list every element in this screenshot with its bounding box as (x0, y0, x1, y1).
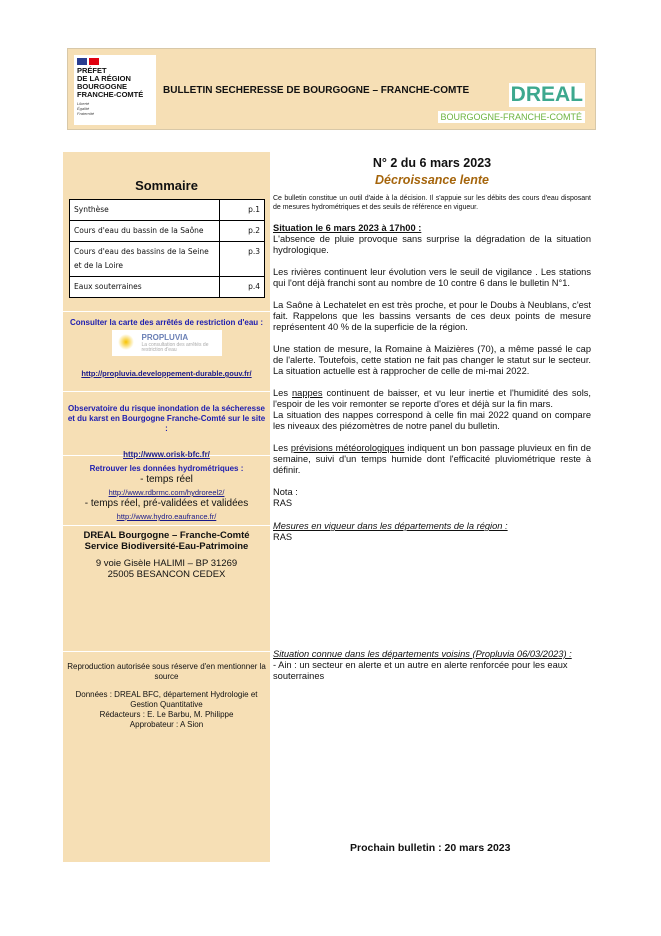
toc-row[interactable] (70, 242, 265, 277)
restriction-text: Consulter la carte des arrêtés de restriction d'eau : (69, 318, 264, 327)
prefet-logo (74, 55, 156, 125)
toc-label: Synthèse (70, 200, 220, 221)
sidebar (63, 152, 270, 863)
org-name: DREAL Bourgogne – Franche-Comté (83, 530, 250, 541)
reproduction-note: Reproduction autorisée sous réserve d'en mentionner la source (67, 662, 266, 681)
propluvia-logo[interactable] (112, 330, 222, 356)
mesures-heading: Mesures en vigueur dans les départements de la région : (273, 521, 508, 531)
situation-heading: Situation le 6 mars 2023 à 17h00 : (273, 223, 422, 233)
propluvia-tagline: La consultation des arrêtés de restriction d'eau (141, 342, 209, 353)
motto-line: Liberté (77, 101, 90, 106)
rdbrmc-link[interactable]: http://www.rdbrmc.com/hydroreel2/ (108, 488, 225, 497)
intro-text: Ce bulletin constitue un outil d'aide à la décision. Il s'appuie sur les débits des cours d'eau disposant de mesures hydrométriques et des seuils de référence en vigueur. (273, 195, 591, 211)
sommaire-section (63, 152, 270, 312)
toc-label: Cours d'eau des bassins de la Seine et de la Loire (70, 242, 220, 277)
bulletin-subtitle: Décroissance lente (375, 173, 489, 187)
toc-page: p.2 (220, 221, 265, 242)
toc-label: Cours d'eau du bassin de la Saône (70, 221, 220, 242)
restriction-section (63, 312, 270, 392)
toc-row[interactable] (70, 221, 265, 242)
toc-row[interactable] (70, 277, 265, 298)
address-line: 25005 BESANCON CEDEX (107, 569, 226, 580)
hydro-validated: - temps réel, pré-validées et validées (84, 498, 249, 509)
dreal-region: BOURGOGNE-FRANCHE-COMTÉ (438, 111, 586, 123)
paragraph (273, 443, 591, 476)
next-bulletin: Prochain bulletin : 20 mars 2023 (350, 842, 511, 854)
nota-value: RAS (273, 498, 293, 508)
toc-page: p.4 (220, 277, 265, 298)
voisins-value: - Ain : un secteur en alerte et un autre en alerte renforcée pour les eaux souterraines (273, 660, 568, 681)
logo-line: FRANCHE-COMTÉ (77, 90, 144, 99)
text: Les (273, 443, 291, 453)
marianne-flag-icon (77, 58, 153, 65)
toc-page: p.3 (220, 242, 265, 277)
bulletin-title: BULLETIN SECHERESSE DE BOURGOGNE – FRANCHE-COMTE (163, 85, 470, 96)
hydro-realtime: - temps réel (140, 474, 193, 485)
redacteurs-credit: Rédacteurs : E. Le Barbu, M. Philippe (99, 710, 234, 719)
motto-line: Égalité (77, 106, 90, 111)
paragraph: Une station de mesure, la Romaine à Maizières (70), a même passé le cap de l'alerte. Toutefois, cette station ne fait pas changer le statut sur le secteur. La situation actuelle est à rapprocher de celle de mi-mai 2022. (273, 344, 591, 376)
voisins-heading: Situation connue dans les départements voisins (Propluvia 06/03/2023) : (273, 649, 572, 659)
hydro-title: Retrouver les données hydrométriques : (89, 464, 244, 473)
toc-page: p.1 (220, 200, 265, 221)
dreal-logo: DREAL (510, 83, 583, 106)
hydro-eaufrance-link[interactable]: http://www.hydro.eaufrance.fr/ (116, 512, 217, 521)
propluvia-name: PROPLUVIA (141, 333, 189, 342)
sun-icon (118, 334, 134, 350)
mesures-value: RAS (273, 532, 293, 542)
logo-line: BOURGOGNE (77, 82, 128, 91)
logo-line: DE LA RÉGION (77, 74, 131, 83)
motto-line: Fraternité (77, 111, 95, 116)
address-line: 9 voie Gisèle HALIMI – BP 31269 (95, 558, 238, 569)
observatoire-text: Observatoire du risque inondation de la sécheresse et du karst en Bourgogne Franche-Comté sur le site : (67, 404, 266, 433)
hydro-section (63, 456, 270, 526)
text-underlined: prévisions météorologiques (290, 443, 405, 453)
text: indiquent un bon passage pluvieux en fin de semaine, suivi d'un temps humide dont l'efficacité pluviométrique reste à définir. (273, 443, 591, 475)
toc-row[interactable] (70, 200, 265, 221)
donnees-credit: Données : DREAL BFC, département Hydrologie et Gestion Quantitative (75, 690, 258, 709)
org-service: Service Biodiversité-Eau-Patrimoine (84, 541, 249, 552)
toc-table (69, 199, 265, 298)
observatoire-section (63, 392, 270, 459)
paragraph: La situation des nappes correspond à celle fin mai 2022 quand on compare les niveaux des piézomètres de notre panel du bulletin. (273, 410, 591, 431)
orisk-link[interactable]: http://www.orisk-bfc.fr/ (123, 450, 210, 459)
credits-section (63, 652, 270, 863)
paragraph: La Saône à Lechatelet en est très proche, et pour le Doubs à Neublans, c'est fait. Rappelons que les bassins versants de ces deux points de mesure représentent 40 % de la superficie de la région. (273, 300, 591, 332)
paragraph (273, 388, 591, 410)
sommaire-title: Sommaire (135, 178, 198, 193)
contact-section (63, 526, 270, 652)
nota-label: Nota : (273, 487, 298, 497)
text: Les (273, 388, 292, 398)
approbateur-credit: Approbateur : A Sion (129, 720, 204, 729)
header-banner (67, 48, 596, 130)
toc-label: Eaux souterraines (70, 277, 220, 298)
text: continuent de baisser, et vu leur inertie et l'humidité des sols, l'espoir de les voir remonter se reporte d'ores et déjà sur la fin mars. (273, 388, 592, 409)
paragraph: Les rivières continuent leur évolution vers le seuil de vigilance . Les stations qui l'ont déjà franchi sont au nombre de 10 contre 6 dans le bulletin N°1. (273, 267, 591, 288)
propluvia-link[interactable]: http://propluvia.developpement-durable.gouv.fr/ (81, 369, 252, 378)
text-underlined: nappes (292, 388, 323, 398)
paragraph: L'absence de pluie provoque sans surprise la dégradation de la situation hydrologique. (273, 234, 591, 255)
main-content (273, 152, 591, 693)
bulletin-number: N° 2 du 6 mars 2023 (372, 156, 492, 170)
logo-line: PRÉFET (77, 66, 107, 75)
